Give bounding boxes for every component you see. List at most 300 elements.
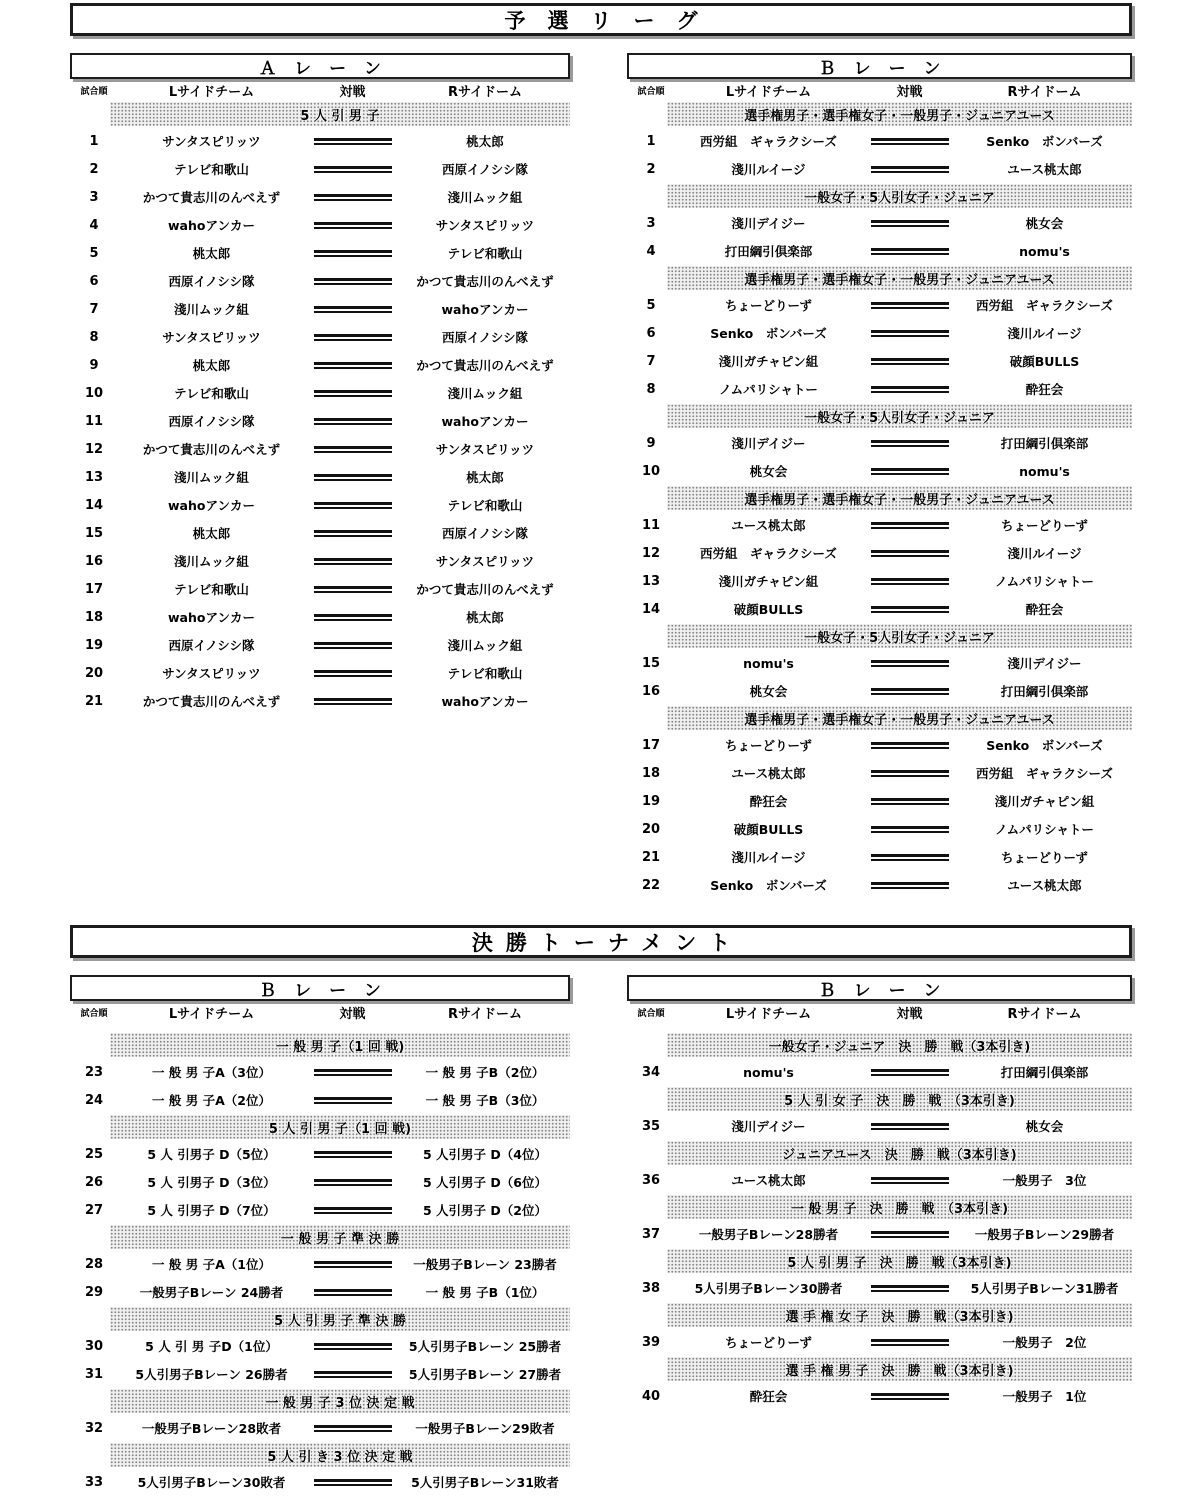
vs-double-line-icon [314,1179,392,1186]
match-number: 16 [641,683,661,699]
match-number: 24 [84,1092,104,1108]
right-team-name: ユース桃太郎 [1007,878,1082,893]
match-number: 3 [89,189,99,205]
match-row [70,407,570,435]
final-lane-left-header-box [70,975,570,1001]
match-number: 30 [84,1338,104,1354]
vs-double-line-icon [314,334,392,341]
match-row [627,237,1132,265]
left-team-name: ユース桃太郎 [731,766,806,781]
left-team-name: ユース桃太郎 [731,1173,806,1188]
match-row [627,155,1132,183]
right-team-name: 打田綱引倶楽部 [1000,1065,1089,1080]
versus-cell [305,1343,400,1350]
match-row [627,1274,1132,1302]
versus-cell [862,166,957,173]
match-number: 8 [646,381,656,397]
match-row [627,787,1132,815]
match-number: 28 [84,1256,104,1272]
match-row [70,239,570,267]
right-team-name: 一般男子 1位 [1002,1389,1087,1404]
versus-cell [305,222,400,229]
versus-cell [305,1179,400,1186]
versus-cell [862,826,957,833]
vs-double-line-icon [871,440,949,447]
vs-double-line-icon [314,446,392,453]
category-band-label: 5 人 引 女 子 決 勝 戦 （3本引き) [784,1093,1015,1109]
match-row [70,659,570,687]
match-number: 20 [641,821,661,837]
column-header-versus: 対戦 [896,1006,923,1022]
vs-double-line-icon [314,1097,392,1104]
vs-double-line-icon [871,688,949,695]
column-header-left-team: Lサイドチーム [168,84,255,100]
match-number: 7 [89,301,99,317]
match-row [627,649,1132,677]
match-row [70,547,570,575]
match-table-final-left [70,1033,570,1496]
right-team-name: テレビ和歌山 [447,498,523,513]
match-number: 12 [84,441,104,457]
left-team-name: 桃太郎 [192,526,231,541]
versus-cell [862,1231,957,1238]
left-team-name: 一般男子Bレーン28勝者 [698,1227,839,1242]
match-number: 33 [84,1474,104,1490]
category-band-label: 一 般 男 子 3 位 決 定 戦 [265,1395,415,1411]
right-team-name: 淺川ムック組 [447,638,523,653]
left-team-name: サンタスピリッツ [162,666,261,681]
match-row [627,843,1132,871]
left-team-name: 一般男子Bレーン 24勝者 [139,1285,284,1300]
left-team-name: ちょーどりーず [725,738,812,753]
versus-cell [862,854,957,861]
right-team-name: 西原イノシシ隊 [442,330,528,345]
vs-double-line-icon [871,882,949,889]
versus-cell [862,220,957,227]
match-number: 2 [89,161,99,177]
lane-b-header-box [627,53,1132,79]
right-team-name: ユース桃太郎 [1007,162,1082,177]
match-row [627,677,1132,705]
versus-cell [305,642,400,649]
match-number: 29 [84,1284,104,1300]
match-number: 27 [84,1202,104,1218]
match-row [70,631,570,659]
left-team-name: 西労組 ギャラクシーズ [700,546,837,561]
versus-cell [305,1097,400,1104]
category-band-label: 一 般 男 子（1 回 戦) [275,1039,405,1055]
right-team-name: 一般男子 2位 [1002,1335,1087,1350]
versus-cell [305,670,400,677]
category-band [667,1195,1132,1219]
vs-double-line-icon [314,530,392,537]
versus-cell [305,306,400,313]
final-title-box [70,925,1132,958]
versus-cell [305,1425,400,1432]
vs-double-line-icon [871,550,949,557]
match-number: 14 [84,497,104,513]
versus-cell [862,522,957,529]
category-band [110,1225,570,1249]
match-row [627,511,1132,539]
final-lane-left-section [70,975,570,1496]
right-team-name: 西原イノシシ隊 [442,526,528,541]
right-team-name: nomu's [1019,243,1070,259]
right-team-name: 西労組 ギャラクシーズ [976,298,1113,313]
vs-double-line-icon [314,1069,392,1076]
category-band-label: 一般女子・5人引女子・ジュニア [804,410,995,426]
versus-cell [862,1069,957,1076]
right-team-name: 淺川ガチャピン組 [994,794,1095,809]
match-row [70,127,570,155]
right-team-name: 淺川ルイージ [1007,326,1082,341]
vs-double-line-icon [871,468,949,475]
category-band [667,1357,1132,1381]
left-team-name: かつて貴志川のんべえず [142,442,281,457]
prelim-lanes [70,53,1132,899]
right-team-name: サンタスピリッツ [435,554,535,569]
match-row [70,267,570,295]
versus-cell [305,250,400,257]
match-number: 11 [641,517,661,533]
vs-double-line-icon [314,1289,392,1296]
match-number: 16 [84,553,104,569]
vs-double-line-icon [871,522,949,529]
left-team-name: 一 般 男 子A（3位） [152,1065,271,1080]
column-header-order: 試合順 [80,86,108,97]
match-number: 4 [646,243,656,259]
right-team-name: かつて貴志川のんべえず [416,274,554,289]
versus-cell [862,550,957,557]
vs-double-line-icon [314,586,392,593]
versus-cell [862,248,957,255]
vs-double-line-icon [314,474,392,481]
right-team-name: 淺川デイジー [1007,656,1082,671]
left-team-name: 打田綱引倶楽部 [724,244,813,259]
match-number: 11 [84,413,104,429]
left-team-name: wahoアンカー [168,498,255,513]
right-team-name: 5人引男子Bレーン31勝者 [970,1281,1119,1296]
left-team-name: 西労組 ギャラクシーズ [700,134,837,149]
category-band [667,486,1132,510]
match-row [70,295,570,323]
left-team-name: 5 人 引男子 D（3位） [147,1175,276,1190]
column-header-left-team: Lサイドチーム [725,84,812,100]
category-band [667,624,1132,648]
left-team-name: かつて貴志川のんべえず [142,190,281,205]
right-team-name: nomu's [1019,463,1070,479]
vs-double-line-icon [314,1261,392,1268]
column-header-right-team: Rサイドーム [447,84,523,100]
final-title: 決勝トーナメント [471,930,744,955]
lane-a-header-box [70,53,570,79]
versus-cell [862,386,957,393]
right-team-name: 桃女会 [1025,1119,1064,1134]
category-band [667,184,1132,208]
match-number: 32 [84,1420,104,1436]
match-row [70,1140,570,1168]
left-team-name: かつて貴志川のんべえず [142,694,281,709]
match-row [627,347,1132,375]
match-number: 5 [646,297,656,313]
match-row [70,1468,570,1496]
right-team-name: 5人引男子Bレーン 27勝者 [408,1367,562,1382]
left-team-name: ちょーどりーず [725,298,812,313]
vs-double-line-icon [314,1479,392,1486]
match-row [70,519,570,547]
right-team-name: 西労組 ギャラクシーズ [976,766,1113,781]
right-team-name: Senko ボンバーズ [986,738,1103,753]
category-band-label: 5 人 引 男 子（1 回 戦) [268,1121,412,1137]
left-team-name: wahoアンカー [168,218,255,233]
vs-double-line-icon [314,362,392,369]
vs-double-line-icon [314,278,392,285]
match-row [627,1058,1132,1086]
versus-cell [862,742,957,749]
left-team-name: テレビ和歌山 [174,386,249,401]
versus-cell [862,440,957,447]
versus-cell [305,1289,400,1296]
vs-double-line-icon [314,306,392,313]
column-header-row [627,1003,1132,1021]
vs-double-line-icon [314,1343,392,1350]
prelim-title: 予選リーグ [504,8,720,33]
match-row [627,1220,1132,1248]
vs-double-line-icon [871,220,949,227]
left-team-name: 5 人 引男子 D（7位） [147,1203,276,1218]
left-team-name: 桃太郎 [192,246,231,261]
versus-cell [862,1177,957,1184]
right-team-name: 5人引男子Bレーン 25勝者 [408,1339,562,1354]
column-header-right-team: Rサイドーム [1007,1006,1082,1022]
category-band-label: 選手権男子・選手権女子・一般男子・ジュニアユース [744,712,1055,728]
right-team-name: 桃女会 [1025,216,1064,231]
left-team-name: 桃女会 [749,684,788,699]
category-band [110,102,570,126]
left-team-name: 淺川ガチャピン組 [718,574,819,589]
column-header-versus: 対戦 [339,84,366,100]
versus-cell [305,446,400,453]
vs-double-line-icon [871,1339,949,1346]
right-team-name: かつて貴志川のんべえず [416,582,554,597]
vs-double-line-icon [314,138,392,145]
right-team-name: 5人引男子Bレーン31敗者 [411,1475,559,1490]
match-number: 26 [84,1174,104,1190]
left-team-name: 5人引男子Bレーン 26勝者 [135,1367,288,1382]
vs-double-line-icon [314,502,392,509]
match-row [70,435,570,463]
prelim-lane-a-section [70,53,570,899]
vs-double-line-icon [871,770,949,777]
column-header-order: 試合順 [80,1008,108,1019]
match-row [627,319,1132,347]
right-team-name: サンタスピリッツ [435,218,535,233]
column-header-versus: 対戦 [339,1006,366,1022]
left-team-name: 淺川デイジー [731,436,806,451]
left-team-name: 淺川ムック組 [174,470,249,485]
vs-double-line-icon [314,166,392,173]
match-row [627,815,1132,843]
match-number: 7 [646,353,656,369]
match-number: 13 [641,573,661,589]
versus-cell [305,362,400,369]
match-row [70,155,570,183]
vs-double-line-icon [871,1393,949,1400]
match-row [627,1166,1132,1194]
left-team-name: 西原イノシシ隊 [168,414,255,429]
match-row [70,687,570,715]
category-band-label: 一 般 男 子 準 決 勝 [280,1231,400,1247]
right-team-name: サンタスピリッツ [435,442,535,457]
left-team-name: テレビ和歌山 [174,582,249,597]
vs-double-line-icon [871,660,949,667]
match-row [627,759,1132,787]
category-band-label: 一般女子・ジュニア 決 勝 戦（3本引き) [768,1039,1031,1055]
match-row [70,575,570,603]
versus-cell [862,1123,957,1130]
match-row [627,567,1132,595]
left-team-name: 酔狂会 [749,794,788,809]
category-band-label: 5 人 引 男 子 準 決 勝 [274,1313,406,1329]
match-table-prelim-a [70,102,570,715]
category-band [110,1033,570,1057]
versus-cell [862,330,957,337]
versus-cell [862,1393,957,1400]
match-row [627,731,1132,759]
vs-double-line-icon [871,798,949,805]
left-team-name: 淺川ルイージ [731,162,806,177]
category-band-label: ジュニアユース 決 勝 戦（3本引き) [782,1147,1017,1163]
match-number: 3 [646,215,656,231]
left-team-name: 破顔BULLS [733,822,804,837]
vs-double-line-icon [871,358,949,365]
right-team-name: 5 人引男子 D（2位） [423,1203,547,1218]
versus-cell [305,166,400,173]
match-row [627,457,1132,485]
category-band-label: 一 般 男 子 決 勝 戦 （3本引き) [790,1201,1009,1217]
vs-double-line-icon [871,854,949,861]
left-team-name: ユース桃太郎 [731,518,806,533]
right-team-name: wahoアンカー [441,414,529,429]
column-header-versus: 対戦 [896,84,923,100]
left-team-name: Senko ボンバーズ [710,326,827,341]
category-band-label: 5 人 引 男 子 決 勝 戦（3本引き) [787,1255,1012,1271]
match-row [627,429,1132,457]
right-team-name: 一般男子 3位 [1002,1173,1087,1188]
vs-double-line-icon [871,386,949,393]
column-header-left-team: Lサイドチーム [168,1006,255,1022]
match-number: 10 [641,463,661,479]
match-number: 9 [646,435,656,451]
match-row [627,1382,1132,1410]
versus-cell [305,278,400,285]
right-team-name: 桃太郎 [466,610,504,625]
match-row [70,463,570,491]
match-row [70,323,570,351]
right-team-name: 5 人引男子 D（6位） [423,1175,547,1190]
vs-double-line-icon [314,670,392,677]
left-team-name: 5人引男子Bレーン30敗者 [137,1475,286,1490]
match-number: 5 [89,245,99,261]
match-number: 1 [646,133,656,149]
versus-cell [305,1151,400,1158]
versus-cell [305,334,400,341]
match-row [627,871,1132,899]
category-band [667,266,1132,290]
right-team-name: 破顔BULLS [1009,354,1080,369]
match-row [70,379,570,407]
versus-cell [862,882,957,889]
match-row [70,1196,570,1224]
vs-double-line-icon [314,194,392,201]
column-header-row [70,1003,570,1021]
category-band-label: 選手権男子・選手権女子・一般男子・ジュニアユース [744,492,1055,508]
vs-double-line-icon [314,1371,392,1378]
vs-double-line-icon [871,248,949,255]
vs-double-line-icon [871,138,949,145]
versus-cell [305,1371,400,1378]
vs-double-line-icon [871,1285,949,1292]
column-header-row [70,81,570,99]
versus-cell [862,578,957,585]
versus-cell [862,1339,957,1346]
vs-double-line-icon [871,606,949,613]
left-team-name: 破顔BULLS [733,602,804,617]
left-team-name: 桃女会 [749,464,788,479]
match-row [70,1360,570,1388]
left-team-name: nomu's [743,1064,794,1080]
match-row [70,211,570,239]
right-team-name: テレビ和歌山 [447,666,523,681]
right-team-name: ちょーどりーず [1001,850,1088,865]
match-table-final-right [627,1033,1132,1410]
versus-cell [862,302,957,309]
match-number: 19 [641,793,661,809]
versus-cell [305,502,400,509]
left-team-name: 淺川デイジー [731,1119,806,1134]
match-number: 18 [84,609,104,625]
match-table-prelim-b [627,102,1132,899]
left-team-name: サンタスピリッツ [162,134,261,149]
category-band [667,1303,1132,1327]
right-team-name: 一般男子Bレーン 23勝者 [413,1257,557,1272]
right-team-name: 淺川ルイージ [1007,546,1082,561]
right-team-name: 淺川ムック組 [447,386,523,401]
lane-a-title: Ａレーン [259,58,399,79]
left-team-name: ノムパリシャトー [719,382,818,397]
match-number: 40 [641,1388,661,1404]
left-team-name: 淺川ガチャピン組 [718,354,819,369]
left-team-name: nomu's [743,655,794,671]
vs-double-line-icon [314,614,392,621]
category-band [110,1443,570,1467]
match-row [627,1328,1132,1356]
match-row [627,375,1132,403]
left-team-name: 西原イノシシ隊 [168,274,255,289]
versus-cell [862,1285,957,1292]
match-row [70,1058,570,1086]
category-band [110,1307,570,1331]
match-number: 1 [89,133,99,149]
match-row [627,209,1132,237]
match-number: 15 [84,525,104,541]
category-band [667,1141,1132,1165]
match-number: 19 [84,637,104,653]
vs-double-line-icon [314,418,392,425]
versus-cell [305,614,400,621]
left-team-name: 淺川ムック組 [174,302,249,317]
category-band [667,706,1132,730]
